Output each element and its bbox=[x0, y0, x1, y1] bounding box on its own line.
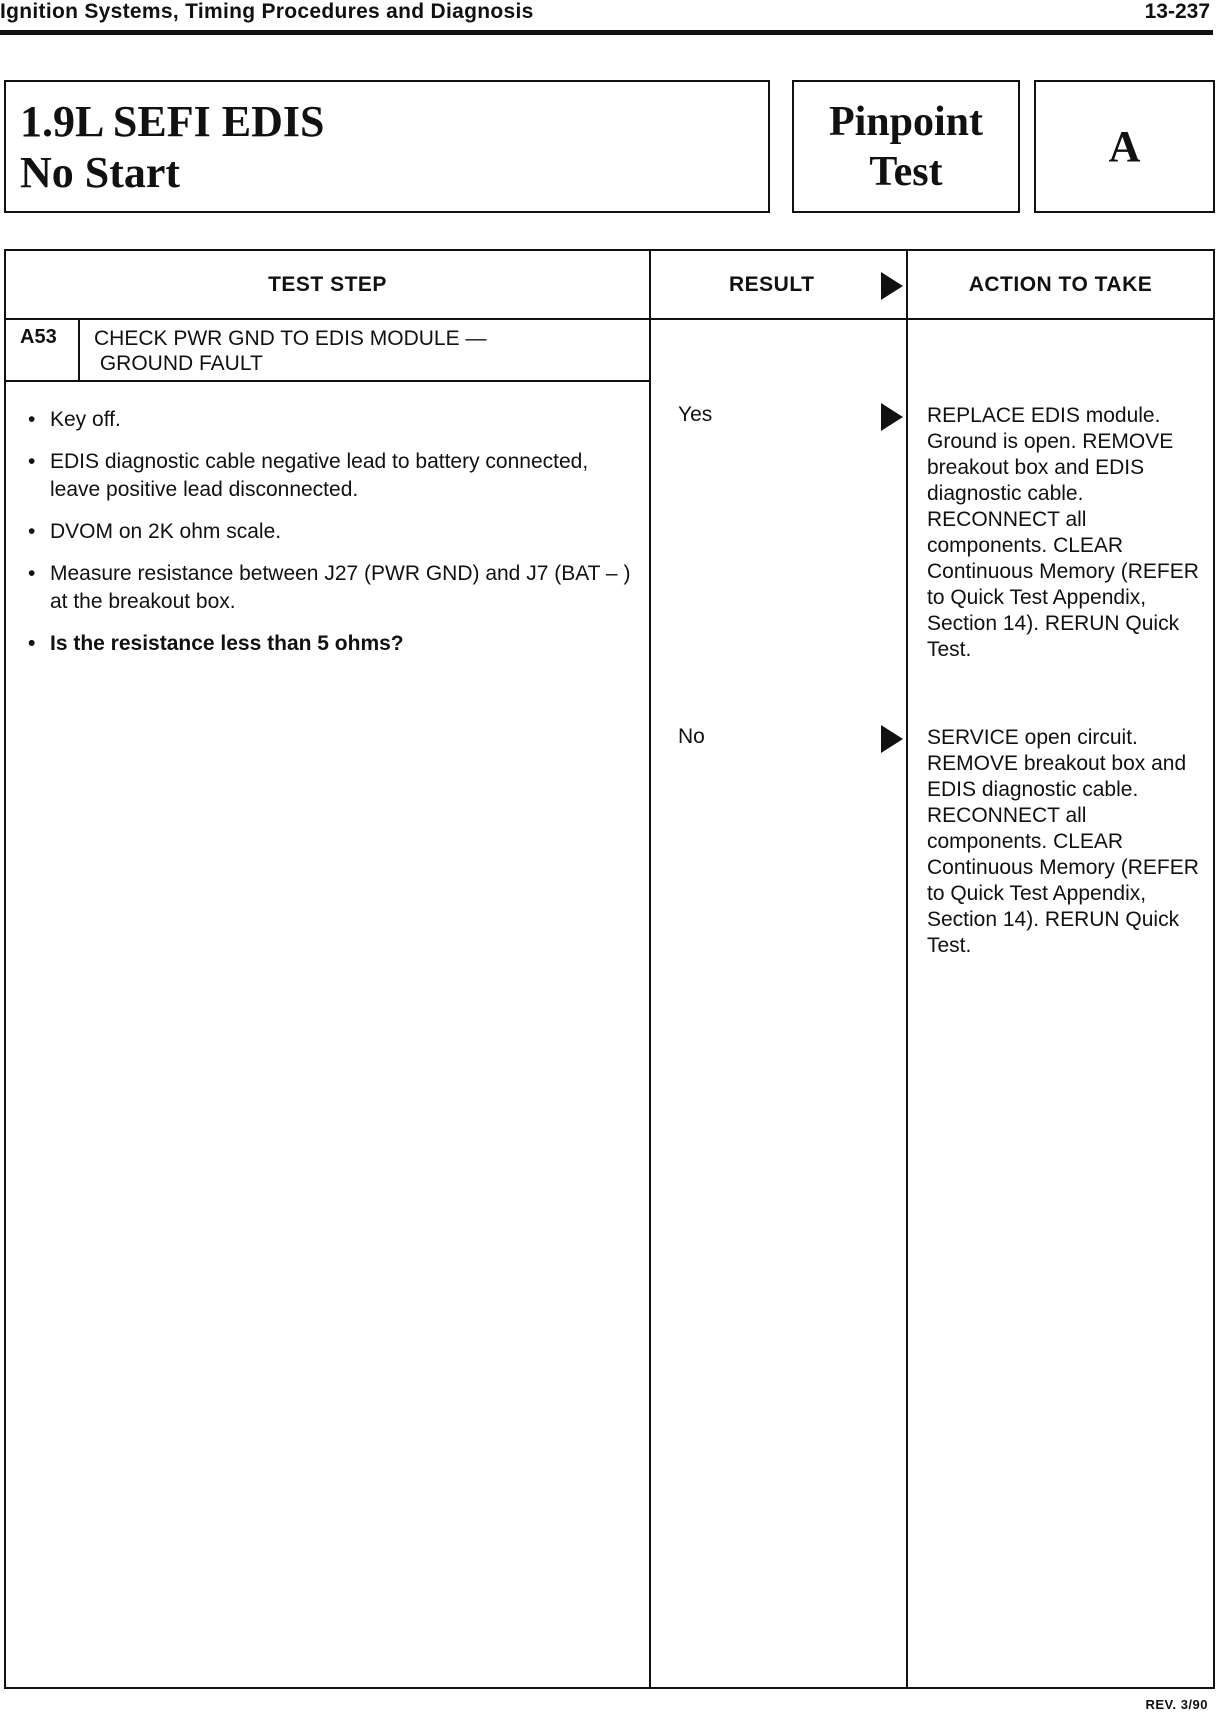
running-header-title: Ignition Systems, Timing Procedures and Diagnosis bbox=[0, 0, 534, 23]
pinpoint-label: Pinpoint bbox=[828, 99, 984, 145]
column-divider bbox=[906, 251, 908, 1687]
header-result: RESULT bbox=[729, 273, 815, 296]
step-instructions bbox=[24, 406, 639, 672]
list-item: • DVOM on 2K ohm scale. bbox=[24, 518, 639, 546]
header-divider bbox=[6, 318, 1213, 320]
title-symptom: No Start bbox=[20, 148, 181, 197]
column-divider bbox=[649, 251, 651, 1687]
step-title-divider bbox=[6, 380, 649, 382]
test-label: Test bbox=[869, 149, 943, 195]
right-arrow-icon bbox=[881, 272, 903, 300]
list-item: • Measure resistance between J27 (PWR GND) and J7 (BAT – ) at the breakout box. bbox=[24, 560, 639, 616]
revision-date: REV. 3/90 bbox=[1145, 1697, 1208, 1712]
result-yes: Yes bbox=[678, 403, 713, 426]
title-box bbox=[4, 80, 770, 213]
result-no: No bbox=[678, 725, 705, 748]
step-id: A53 bbox=[6, 318, 80, 380]
header-test-step: TEST STEP bbox=[268, 273, 387, 296]
step-question: • Is the resistance less than 5 ohms? bbox=[24, 630, 639, 658]
header-action: ACTION TO TAKE bbox=[968, 273, 1153, 296]
test-letter: A bbox=[1108, 122, 1141, 171]
page-number: 13-237 bbox=[1144, 0, 1210, 23]
step-title: CHECK PWR GND TO EDIS MODULE — GROUND FAULT bbox=[94, 327, 487, 375]
pinpoint-test-table bbox=[4, 249, 1215, 1689]
list-item: • Key off. bbox=[24, 406, 639, 434]
test-letter-box bbox=[1034, 80, 1215, 213]
right-arrow-icon bbox=[881, 725, 903, 753]
header-rule bbox=[0, 30, 1213, 35]
action-yes: REPLACE EDIS module. Ground is open. REMOVE breakout box and EDIS diagnostic cable. RECONNECT all components. CLEAR Continuous Memory (REFER to Quick Test Appendix, Section 14). RERUN Quick Test. bbox=[927, 404, 1199, 661]
title-engine: 1.9L SEFI EDIS bbox=[20, 97, 325, 146]
action-no: SERVICE open circuit. REMOVE breakout box and EDIS diagnostic cable. RECONNECT all components. CLEAR Continuous Memory (REFER to Quick Test Appendix, Section 14). RERUN Quick Test. bbox=[927, 726, 1199, 957]
list-item: • EDIS diagnostic cable negative lead to battery connected, leave positive lead disconnected. bbox=[24, 448, 639, 504]
right-arrow-icon bbox=[881, 403, 903, 431]
pinpoint-test-box bbox=[792, 80, 1020, 213]
